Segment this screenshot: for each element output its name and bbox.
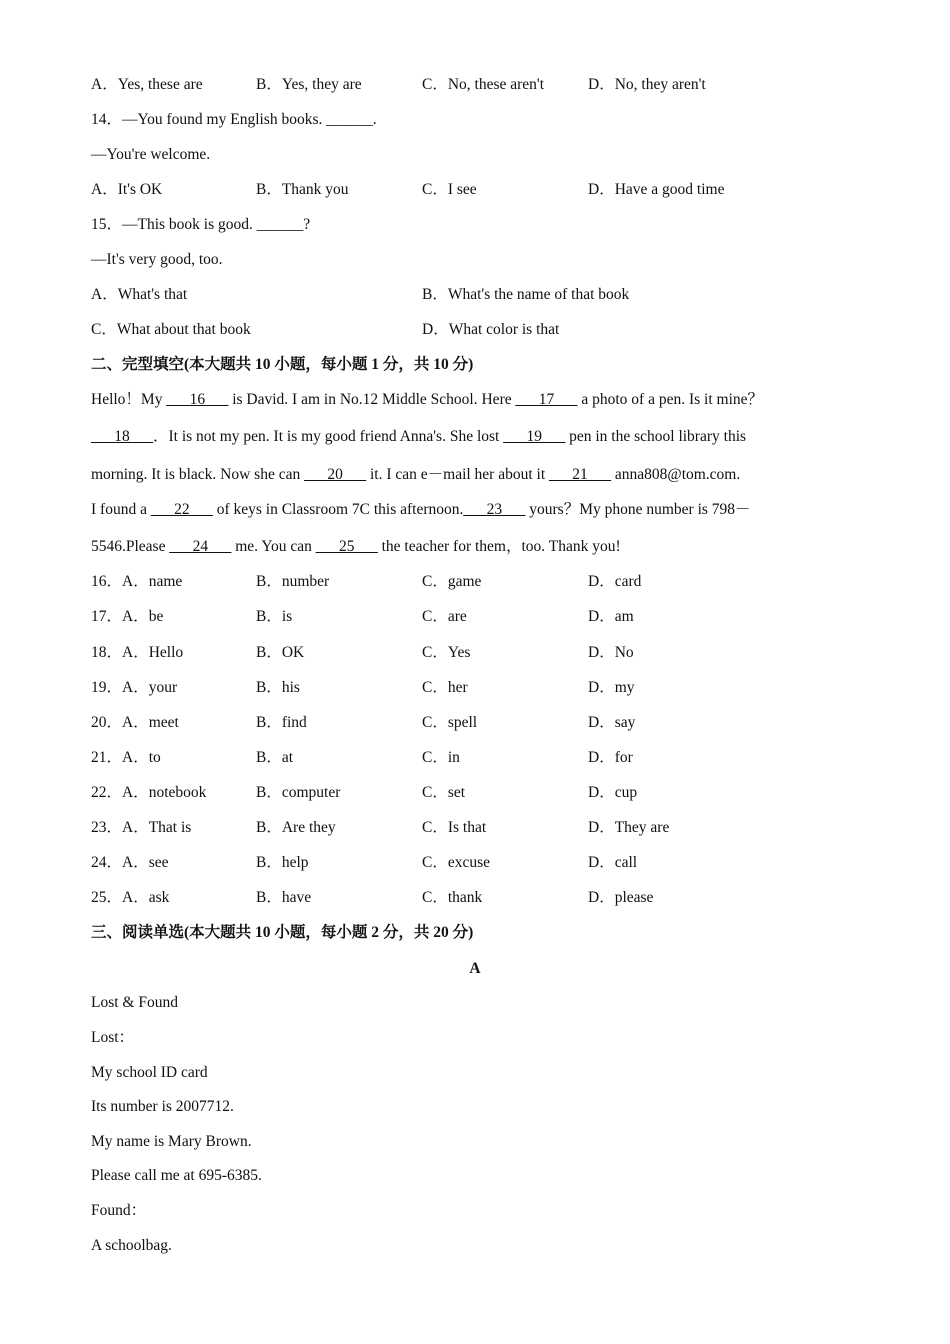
cloze-option-b: B．find bbox=[256, 714, 307, 731]
blank-17: ___17___ bbox=[515, 391, 578, 408]
q13-option-b: B．Yes, they are bbox=[256, 76, 362, 93]
cloze-option-c: C．Yes bbox=[422, 644, 471, 661]
q14-option-a: A．It's OK bbox=[91, 181, 163, 198]
cloze-option-a: 25．A．ask bbox=[91, 889, 170, 906]
blank-21: ___21___ bbox=[549, 466, 612, 483]
cloze-option-b: B．is bbox=[256, 608, 293, 625]
reading-line: My school ID card bbox=[91, 1064, 208, 1081]
reading-line: My name is Mary Brown. bbox=[91, 1133, 252, 1150]
blank-22: ___22___ bbox=[150, 501, 213, 518]
cloze-option-b: B．number bbox=[256, 573, 330, 590]
cloze-option-a: 21．A．to bbox=[91, 749, 161, 766]
q14-option-b: B．Thank you bbox=[256, 181, 349, 198]
cloze-option-d: D．please bbox=[588, 889, 654, 906]
q15-stem: 15．—This book is good. ______? bbox=[91, 216, 311, 233]
q14-option-c: C．I see bbox=[422, 181, 477, 198]
q14-option-d: D．Have a good time bbox=[588, 181, 725, 198]
cloze-option-d: D．card bbox=[588, 573, 642, 590]
blank-19: ___19___ bbox=[503, 428, 566, 445]
cloze-option-a: 16．A．name bbox=[91, 573, 183, 590]
cloze-option-c: C．in bbox=[422, 749, 460, 766]
q13-option-a: A．Yes, these are bbox=[91, 76, 203, 93]
q15-option-d: D．What color is that bbox=[422, 321, 560, 338]
passage-a-label: A bbox=[469, 960, 481, 977]
q15-option-c: C．What about that book bbox=[91, 321, 251, 338]
blank-24: ___24___ bbox=[169, 538, 232, 555]
cloze-option-d: D．call bbox=[588, 854, 638, 871]
cloze-option-b: B．his bbox=[256, 679, 300, 696]
blank-25: ___25___ bbox=[315, 538, 378, 555]
cloze-option-c: C．set bbox=[422, 784, 466, 801]
q14-reply: —You're welcome. bbox=[91, 146, 211, 163]
blank-16: ___16___ bbox=[166, 391, 229, 408]
q13-option-c: C．No, these aren't bbox=[422, 76, 545, 93]
passage-line-5: 5546.Please ___24___ me. You can ___25___ the teacher for them，too. Thank you! bbox=[91, 538, 621, 555]
passage-line-4: I found a ___22___ of keys in Classroom 7C this afternoon.___23___ yours？My phone number is 798－ bbox=[91, 501, 751, 518]
passage-line-3: morning. It is black. Now she can ___20___ it. I can e－mail her about it ___21___ anna808@tom.com. bbox=[91, 466, 741, 483]
passage-line-1: Hello！My ___16___ is David. I am in No.12 Middle School. Here ___17___ a photo of a pen. Is it mine？ bbox=[91, 391, 764, 408]
reading-line: Lost： bbox=[91, 1029, 135, 1046]
cloze-option-d: D．say bbox=[588, 714, 636, 731]
q14-stem: 14．—You found my English books. ______. bbox=[91, 111, 377, 128]
blank-20: ___20___ bbox=[304, 466, 367, 483]
cloze-option-d: D．for bbox=[588, 749, 633, 766]
reading-line: A schoolbag. bbox=[91, 1237, 172, 1254]
cloze-option-d: D．my bbox=[588, 679, 635, 696]
q15-option-a: A．What's that bbox=[91, 286, 188, 303]
reading-line: Please call me at 695-6385. bbox=[91, 1167, 262, 1184]
q15-option-b: B．What's the name of that book bbox=[422, 286, 630, 303]
cloze-option-a: 18．A．Hello bbox=[91, 644, 184, 661]
cloze-option-a: 22．A．notebook bbox=[91, 784, 207, 801]
cloze-option-d: D．No bbox=[588, 644, 634, 661]
cloze-option-a: 24．A．see bbox=[91, 854, 169, 871]
cloze-option-c: C．game bbox=[422, 573, 482, 590]
passage-line-2: ___18___．It is not my pen. It is my good friend Anna's. She lost ___19___ pen in the school library this bbox=[91, 428, 747, 445]
q15-reply: —It's very good, too. bbox=[91, 251, 223, 268]
reading-line: Lost & Found bbox=[91, 994, 178, 1011]
cloze-option-c: C．spell bbox=[422, 714, 478, 731]
q13-option-d: D．No, they aren't bbox=[588, 76, 706, 93]
cloze-option-c: C．Is that bbox=[422, 819, 487, 836]
cloze-option-b: B．help bbox=[256, 854, 309, 871]
cloze-option-d: D．am bbox=[588, 608, 634, 625]
section2-heading: 二、完型填空(本大题共 10 小题，每小题 1 分，共 10 分) bbox=[91, 356, 474, 373]
cloze-option-a: 19．A．your bbox=[91, 679, 178, 696]
cloze-option-c: C．excuse bbox=[422, 854, 491, 871]
cloze-option-a: 17．A．be bbox=[91, 608, 164, 625]
cloze-option-d: D．cup bbox=[588, 784, 638, 801]
cloze-option-d: D．They are bbox=[588, 819, 670, 836]
blank-18: ___18___ bbox=[91, 428, 153, 445]
cloze-option-b: B．have bbox=[256, 889, 312, 906]
cloze-option-c: C．are bbox=[422, 608, 467, 625]
cloze-option-c: C．thank bbox=[422, 889, 483, 906]
section3-heading: 三、阅读单选(本大题共 10 小题，每小题 2 分，共 20 分) bbox=[91, 924, 474, 941]
reading-line: Found： bbox=[91, 1202, 147, 1219]
cloze-option-b: B．at bbox=[256, 749, 294, 766]
cloze-option-a: 20．A．meet bbox=[91, 714, 179, 731]
cloze-option-b: B．computer bbox=[256, 784, 341, 801]
blank-23: ___23___ bbox=[463, 501, 526, 518]
cloze-option-b: B．OK bbox=[256, 644, 305, 661]
cloze-option-b: B．Are they bbox=[256, 819, 336, 836]
reading-line: Its number is 2007712. bbox=[91, 1098, 234, 1115]
cloze-option-a: 23．A．That is bbox=[91, 819, 192, 836]
cloze-option-c: C．her bbox=[422, 679, 468, 696]
